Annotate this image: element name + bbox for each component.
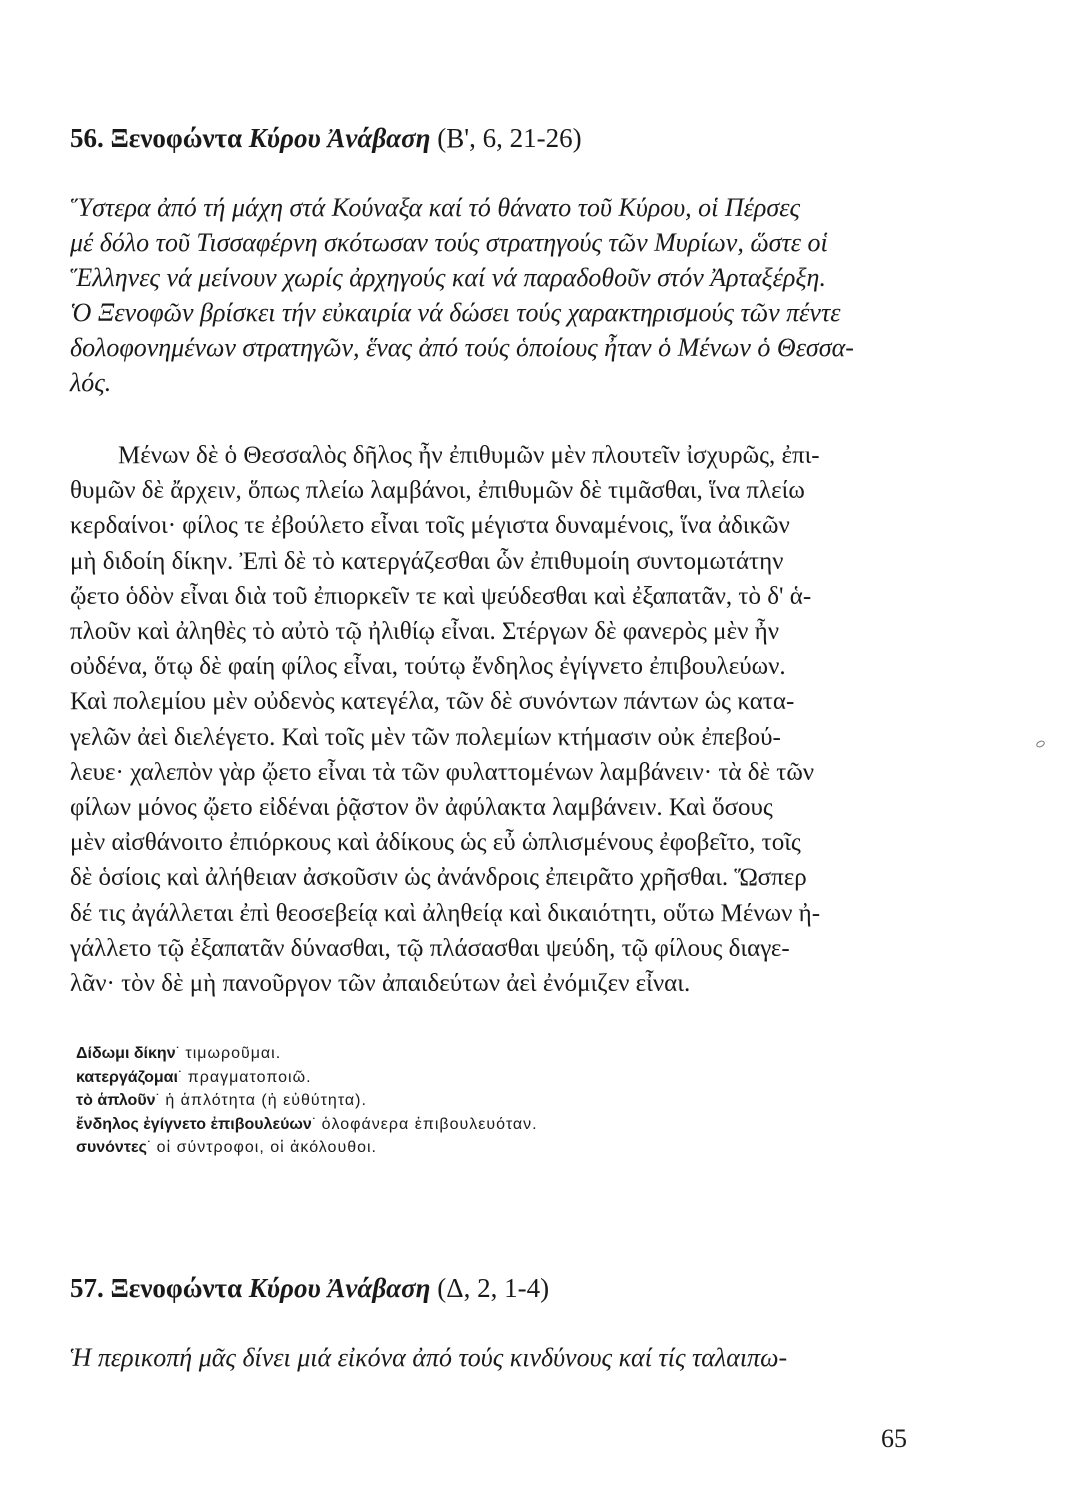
glossary-definition: τιμωροῦμαι. bbox=[185, 1045, 282, 1062]
glossary-definition: ἡ ἁπλότητα (ἡ εὐθύτητα). bbox=[165, 1092, 367, 1109]
intro-line: Ἡ περικοπή μᾶς δίνει μιά εἰκόνα ἀπό τούς κινδύνους καί τίς ταλαιπω- bbox=[70, 1343, 788, 1372]
text-line: οὐδένα, ὅτῳ δὲ φαίη φίλος εἶναι, τούτῳ ἔνδηλος ἐγίγνετο ἐπιβουλεύων. bbox=[70, 653, 786, 681]
intro-line: δολοφονημένων στρατηγῶν, ἕνας ἀπό τούς ὁποίους ἦταν ὁ Μένων ὁ Θεσσα- bbox=[70, 333, 854, 362]
work-title: Κύρου Ἀνάβαση bbox=[248, 123, 431, 153]
glossary-term: Δίδωμι δίκην bbox=[76, 1045, 176, 1062]
text-line: Καὶ πολεμίου μὲν οὐδενὸς κατεγέλα, τῶν δὲ συνόντων πάντων ὡς κατα- bbox=[70, 688, 795, 716]
section-number: 57. bbox=[70, 1273, 104, 1303]
glossary-term: κατεργάζομαι bbox=[76, 1068, 178, 1086]
text-line: πλοῦν καὶ ἀληθὲς τὸ αὐτὸ τῷ ἠλιθίῳ εἶναι. Στέργων δὲ φανερὸς μὲν ἦν bbox=[70, 618, 780, 646]
section-57-heading bbox=[70, 1272, 549, 1304]
text-line: μὲν αἰσθάνοιτο ἐπιόρκους καὶ ἀδίκους ὡς εὖ ὡπλισμένους ἐφοβεῖτο, τοῖς bbox=[70, 829, 801, 857]
passage-reference: (Δ, 2, 1-4) bbox=[437, 1273, 550, 1303]
intro-line: λός. bbox=[70, 368, 112, 397]
section-56-text bbox=[70, 438, 940, 1001]
section-56-intro bbox=[70, 190, 940, 400]
intro-line: Ὕστερα ἀπό τή μάχη στά Κούναξα καί τό θάνατο τοῦ Κύρου, οἱ Πέρσες bbox=[70, 193, 801, 222]
section-56-heading bbox=[70, 122, 582, 154]
author-name: Ξενοφώντα bbox=[110, 1273, 243, 1303]
glossary-term: συνόντες bbox=[76, 1139, 147, 1156]
glossary-entry: ἔνδηλος ἐγίγνετο ἐπιβουλεύων˙ ὁλοφάνερα ἐπιβουλευόταν. bbox=[76, 1115, 538, 1133]
glossary-entry: τὸ ἁπλοῦν˙ ἡ ἁπλότητα (ἡ εὐθύτητα). bbox=[76, 1092, 367, 1109]
glossary-entry: Δίδωμι δίκην˙ τιμωροῦμαι. bbox=[76, 1045, 282, 1062]
glossary bbox=[76, 1042, 538, 1160]
scan-speck bbox=[1035, 739, 1046, 748]
text-line: δὲ ὁσίοις καὶ ἀλήθειαν ἀσκοῦσιν ὡς ἀνάνδροις ἐπειρᾶτο χρῆσθαι. Ὥσπερ bbox=[70, 864, 807, 892]
glossary-term: τὸ ἁπλοῦν bbox=[76, 1092, 156, 1109]
intro-line: Ὁ Ξενοφῶν βρίσκει τήν εὐκαιρία νά δώσει τούς χαρακτηρισμούς τῶν πέντε bbox=[70, 298, 841, 327]
text-line: μὴ διδοίη δίκην. Ἐπὶ δὲ τὸ κατεργάζεσθαι ὧν ἐπιθυμοίη συντομωτάτην bbox=[70, 547, 784, 575]
text-line: δέ τις ἀγάλλεται ἐπὶ θεοσεβείᾳ καὶ ἀληθείᾳ καὶ δικαιότητι, οὕτω Μένων ἠ- bbox=[70, 899, 821, 927]
text-line: Μένων δὲ ὁ Θεσσαλὸς δῆλος ἦν ἐπιθυμῶν μὲν πλουτεῖν ἰσχυρῶς, ἐπι- bbox=[118, 442, 820, 469]
glossary-term: ἔνδηλος ἐγίγνετο ἐπιβουλεύων bbox=[76, 1115, 312, 1133]
text-line: λευε· χαλεπὸν γὰρ ᾤετο εἶναι τὰ τῶν φυλαττομένων λαμβάνειν· τὰ δὲ τῶν bbox=[70, 758, 815, 786]
page-number: 65 bbox=[881, 1424, 907, 1453]
text-line: λᾶν· τὸν δὲ μὴ πανοῦργον τῶν ἀπαιδεύτων ἀεὶ ἐνόμιζεν εἶναι. bbox=[70, 970, 691, 998]
text-line: γάλλετο τῷ ἐξαπατᾶν δύνασθαι, τῷ πλάσασθαι ψεύδη, τῷ φίλους διαγε- bbox=[70, 934, 790, 962]
author-name: Ξενοφώντα bbox=[110, 123, 243, 153]
text-line: κερδαίνοι· φίλος τε ἐβούλετο εἶναι τοῖς μέγιστα δυναμένοις, ἵνα ἀδικῶν bbox=[70, 512, 790, 540]
glossary-entry: κατεργάζομαι˙ πραγματοποιῶ. bbox=[76, 1068, 312, 1086]
text-line: ᾤετο ὁδὸν εἶναι διὰ τοῦ ἐπιορκεῖν τε καὶ ψεύδεσθαι καὶ ἐξαπατᾶν, τὸ δ' ἁ- bbox=[70, 582, 812, 610]
intro-line: Ἕλληνες νά μείνουν χωρίς ἀρχηγούς καί νά παραδοθοῦν στόν Ἀρταξέρξη. bbox=[70, 263, 826, 292]
text-line: φίλων μόνος ᾤετο εἰδέναι ῥᾷστον ὂν ἀφύλακτα λαμβάνειν. Καὶ ὅσους bbox=[70, 794, 773, 822]
passage-reference: (Β', 6, 21-26) bbox=[437, 123, 582, 153]
intro-line: μέ δόλο τοῦ Τισσαφέρνη σκότωσαν τούς στρατηγούς τῶν Μυρίων, ὥστε οἱ bbox=[70, 228, 828, 257]
glossary-definition: ὁλοφάνερα ἐπιβουλευόταν. bbox=[321, 1115, 538, 1133]
text-line: θυμῶν δὲ ἄρχειν, ὅπως πλείω λαμβάνοι, ἐπιθυμῶν δὲ τιμᾶσθαι, ἵνα πλείω bbox=[70, 477, 805, 505]
glossary-definition: οἱ σύντροφοι, οἱ ἀκόλουθοι. bbox=[156, 1139, 377, 1156]
section-57-intro bbox=[70, 1340, 940, 1375]
glossary-definition: πραγματοποιῶ. bbox=[187, 1068, 312, 1086]
text-line: γελῶν ἀεὶ διελέγετο. Καὶ τοῖς μὲν τῶν πολεμίων κτήμασιν οὐκ ἐπεβού- bbox=[70, 723, 781, 751]
glossary-entry: συνόντες˙ οἱ σύντροφοι, οἱ ἀκόλουθοι. bbox=[76, 1139, 377, 1156]
section-number: 56. bbox=[70, 123, 104, 153]
work-title: Κύρου Ἀνάβαση bbox=[248, 1273, 431, 1303]
